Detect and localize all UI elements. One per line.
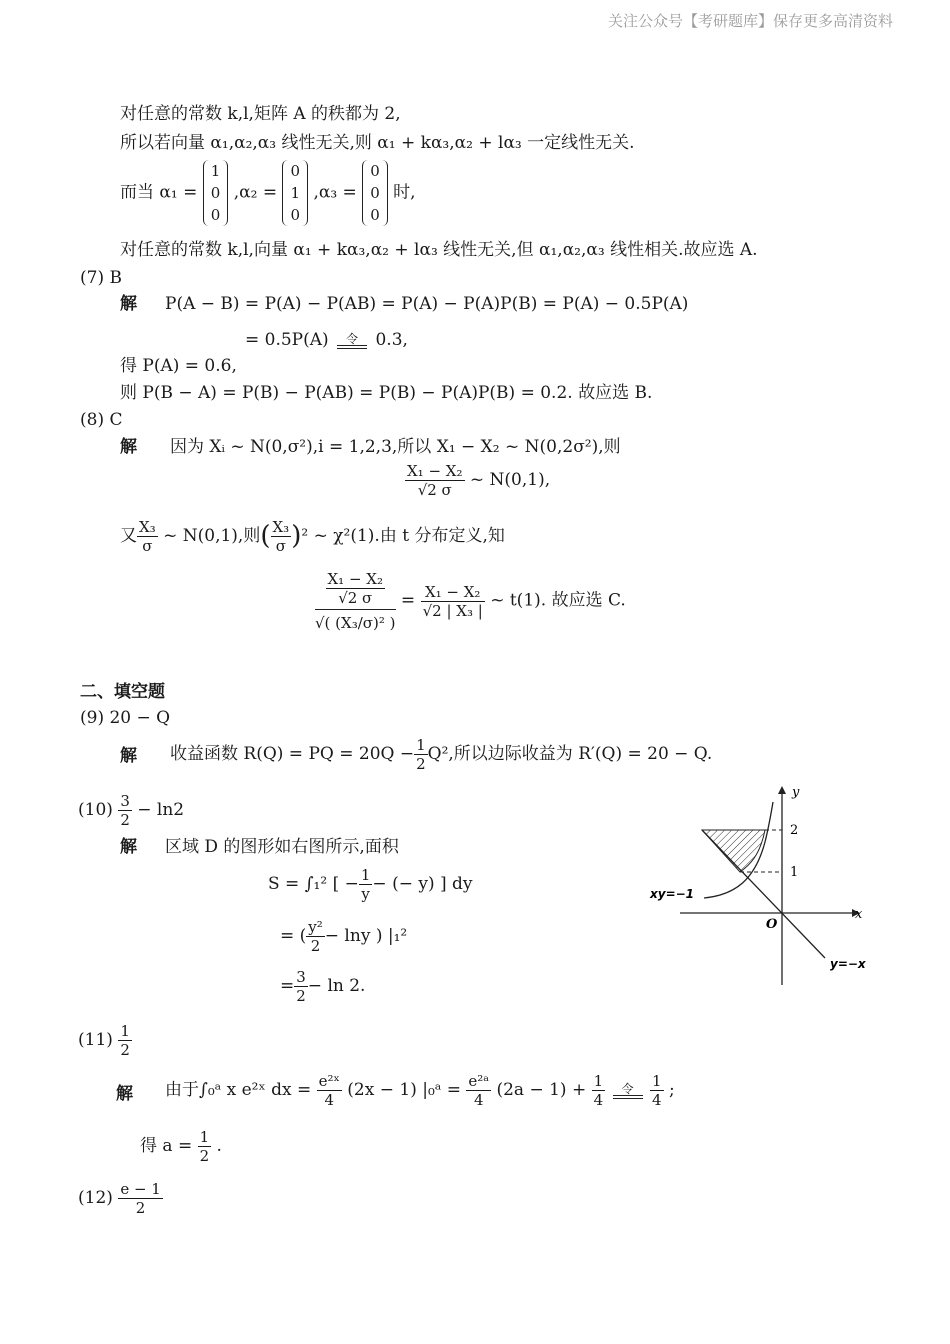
q7-line3: 得 P(A) = 0.6, [120,356,237,376]
line-label: y=−x [830,957,866,971]
q12-label: (12) $\frac{e - 1}{2}$ [78,1180,161,1217]
tick-2: 2 [790,823,799,838]
q10-jie: 解 [120,837,137,857]
alpha3-label: ,α₃ = [313,182,357,203]
y-label: y [792,785,800,800]
matrix-alpha2: 0 1 0 [282,160,308,226]
q10-s3: = $\frac{3}{2}$ − ln 2. [280,968,366,1005]
q8-formula1: $\frac{\text{X₁ − X₂}}{√2 \sigma}$ ~ N(0,1), [407,462,551,499]
q8-label: (8) C [80,410,123,430]
q8-formula2: $\frac{\frac{\text{X₁ − X₂}}{√2 \sigma}}{\text{√( (X₃/σ)² )}}$ = $\frac{\text{X₁ − X₂}}{\text{√2 | X₃ |}}$ ~ t(1). 故应选 C. [315,570,626,632]
matrix-alpha3: 0 0 0 [362,160,388,226]
tick-1: 1 [790,865,799,880]
q7-line1: P(A − B) = P(A) − P(AB) = P(A) − P(A)P(B) = P(A) − 0.5P(A) [165,294,689,314]
section-heading: 二、填空题 [80,682,165,702]
q7-line2: = 0.5P(A) 令 0.3, [245,330,408,350]
region-graph [640,780,880,990]
x-label: x [855,907,863,922]
origin-label: O [766,917,778,932]
watermark: 关注公众号【考研题库】保存更多高清资料 [608,12,894,30]
p6-line3: 而当 α₁ = 1 0 0 ,α₂ = 0 1 0 ,α₃ = 0 0 0 时, [120,162,416,224]
p6-line2: 所以若向量 α₁,α₂,α₃ 线性无关,则 α₁ + kα₃,α₂ + lα₃ 一定线性无关. [120,133,635,153]
q9-label: (9) 20 − Q [80,708,171,728]
alpha2-label: ,α₂ = [233,182,278,203]
q8-line1: 因为 Xᵢ ~ N(0,σ²),i = 1,2,3,所以 X₁ − X₂ ~ N(0,2σ²),则 [170,437,621,457]
q7-line4: 则 P(B − A) = P(B) − P(AB) = P(B) − P(A)P(B) = 0.2. 故应选 B. [120,383,653,403]
q10-line1: 区域 D 的图形如右图所示,面积 [165,837,399,857]
p6-line1: 对任意的常数 k,l,矩阵 A 的秩都为 2, [120,104,401,124]
q9-jie: 解 [120,746,137,766]
q9-line1: 收益函数 R(Q) = PQ = 20Q − $\frac{1}{2}$ Q²,所以边际收益为 R′(Q) = 20 − Q. [170,736,713,773]
p6-line4: 对任意的常数 k,l,向量 α₁ + kα₃,α₂ + lα₃ 线性无关,但 α₁,α₂,α₃ 线性相关.故应选 A. [120,240,758,260]
matrix-alpha1: 1 0 0 [203,160,229,226]
fraction: $\frac{\text{X₁ − X₂}}{√2 \sigma}$ [407,462,463,499]
hyperbola-label: xy=−1 [650,887,695,901]
q8-jie: 解 [120,437,137,457]
q11-line2: 得 a = $\frac{1}{2}$ . [140,1128,222,1165]
q10-label: (10) $\frac{3}{2}$ − ln2 [78,792,185,829]
q10-s1: S = ∫₁² [ − $\frac{1}{y}$ − (− y) ] dy [268,866,473,903]
alpha1-label: 而当 α₁ = [120,182,198,203]
q10-s2: = ( $\frac{\text{y²}}{2}$ − lny ) |₁² [280,918,408,955]
q11-jie: 解 [116,1084,133,1104]
ling-mark: 令 [346,331,359,346]
q11-line1: 由于∫₀ᵃ x e²ˣ dx = $\frac{\text{e²ˣ}}{4}$ (2x − 1) |₀ᵃ = $\frac{\text{e²ᵃ}}{4}$ (2a − 1) + $\frac{1}{4}$ 令 $\frac{1}{4}$ ; [165,1072,675,1109]
q7-label: (7) B [80,268,122,288]
q7-jie: 解 [120,294,137,314]
q8-line2: 又 $\frac{\text{X₃}}{\sigma}$ ~ N(0,1),则( $\frac{\text{X₃}}{\sigma}$ )² ~ χ²(1).由 t 分布定义,知 [120,518,505,555]
q11-label: (11) $\frac{1}{2}$ [78,1022,130,1059]
